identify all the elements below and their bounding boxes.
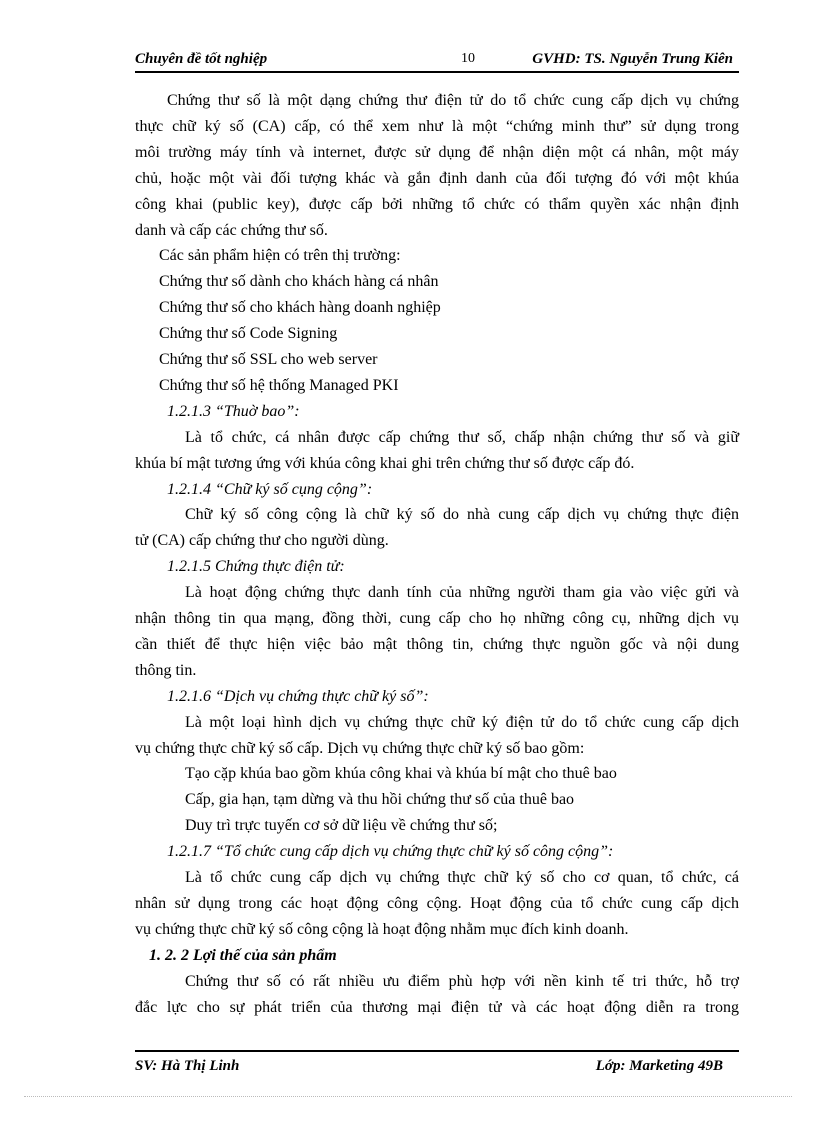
body-line: Các sản phẩm hiện có trên thị trường:: [159, 247, 401, 265]
body-line: Duy trì trực tuyến cơ sở dữ liệu về chứng thư số;: [185, 817, 498, 835]
body-line: chủ, hoặc một vài đối tượng khác và gắn định danh của đối tượng đó với một khúa: [135, 169, 739, 187]
body-line: Chứng thư số dành cho khách hàng cá nhân: [159, 273, 439, 291]
body-line: đắc lực cho sự phát triển của thương mại điện tử và các hoạt động diễn ra trong: [135, 998, 739, 1016]
body-line: danh và cấp các chứng thư số.: [135, 221, 328, 239]
footer-class: Lớp: Marketing 49B: [595, 1058, 723, 1074]
body-line: Là hoạt động chứng thực danh tính của những người tham gia vào việc gửi và: [185, 584, 739, 602]
section-heading: 1.2.1.6 “Dịch vụ chứng thực chữ ký số”:: [167, 687, 429, 705]
body-line: Chữ ký số công cộng là chữ ký số do nhà cung cấp dịch vụ chứng thực điện: [185, 506, 739, 524]
section-heading: 1.2.1.4 “Chữ ký số cụng cộng”:: [167, 480, 373, 498]
body-line: vụ chứng thực chữ ký số công cộng là hoạt động nhằm mục đích kinh doanh.: [135, 920, 629, 938]
body-line: khúa bí mật tương ứng với khúa công khai ghi trên chứng thư số được cấp đó.: [135, 454, 635, 472]
body-line: nhân sử dụng trong các hoạt động công cộng. Hoạt động của tổ chức cung cấp dịch: [135, 894, 739, 912]
body-line: Là tổ chức, cá nhân được cấp chứng thư số, chấp nhận chứng thư số và giữ: [185, 428, 739, 446]
body-line: công khai (public key), được cấp bởi những tổ chức có thẩm quyền xác nhận định: [135, 195, 739, 213]
header-doc-type: Chuyên đề tốt nghiệp: [135, 51, 268, 67]
section-heading: 1.2.1.5 Chứng thực điện tử:: [167, 558, 345, 576]
body-line: Là một loại hình dịch vụ chứng thực chữ ký điện tử do tổ chức cung cấp dịch: [185, 713, 739, 731]
body-line: Tạo cặp khúa bao gồm khúa công khai và khúa bí mật cho thuê bao: [185, 765, 617, 783]
body-line: Chứng thư số SSL cho web server: [159, 351, 378, 368]
body-line: tử (CA) cấp chứng thư cho người dùng.: [135, 532, 389, 550]
body-line: Là tổ chức cung cấp dịch vụ chứng thực chữ ký số cho cơ quan, tổ chức, cá: [185, 869, 739, 886]
body-line: Chứng thư số là một dạng chứng thư điện tử do tổ chức cung cấp dịch vụ chứng: [167, 92, 739, 109]
section-heading: 1.2.1.7 “Tổ chức cung cấp dịch vụ chứng thực chữ ký số công cộng”:: [167, 843, 614, 861]
body-line: thực chữ ký số (CA) cấp, có thể xem như là một “chứng minh thư” sử dụng trong: [135, 117, 739, 135]
body-line: Chứng thư số cho khách hàng doanh nghiệp: [159, 299, 441, 317]
body-line: thông tin.: [135, 661, 197, 679]
body-line: nhận thông tin qua mạng, đồng thời, cung cấp cho họ những công cụ, những dịch vụ: [135, 610, 739, 627]
page-header: [135, 49, 739, 73]
page-bottom-rule: [24, 1096, 792, 1097]
body-line: môi trường máy tính và internet, được sử dụng để nhận diện một cá nhân, một máy: [135, 143, 739, 161]
header-advisor: GVHD: TS. Nguyễn Trung Kiên: [532, 51, 733, 67]
section-heading: 1. 2. 2 Lợi thế của sản phẩm: [149, 946, 337, 964]
body-line: Chứng thư số hệ thống Managed PKI: [159, 376, 399, 394]
body-line: vụ chứng thực chữ ký số cấp. Dịch vụ chứng thực chữ ký số bao gồm:: [135, 739, 585, 757]
footer-student: SV: Hà Thị Linh: [135, 1058, 240, 1074]
section-heading: 1.2.1.3 “Thuờ bao”:: [167, 402, 300, 420]
body-line: Chứng thư số Code Signing: [159, 325, 338, 343]
page-number: 10: [461, 51, 475, 66]
body-line: cần thiết để thực hiện việc bảo mật thông tin, chứng thực nguồn gốc và nội dung: [135, 635, 739, 653]
page-footer: [135, 1050, 739, 1074]
body-line: Cấp, gia hạn, tạm dừng và thu hồi chứng thư số của thuê bao: [185, 791, 575, 809]
body-line: Chứng thư số có rất nhiều ưu điểm phù hợp với nền kinh tế tri thức, hỗ trợ: [185, 972, 739, 990]
